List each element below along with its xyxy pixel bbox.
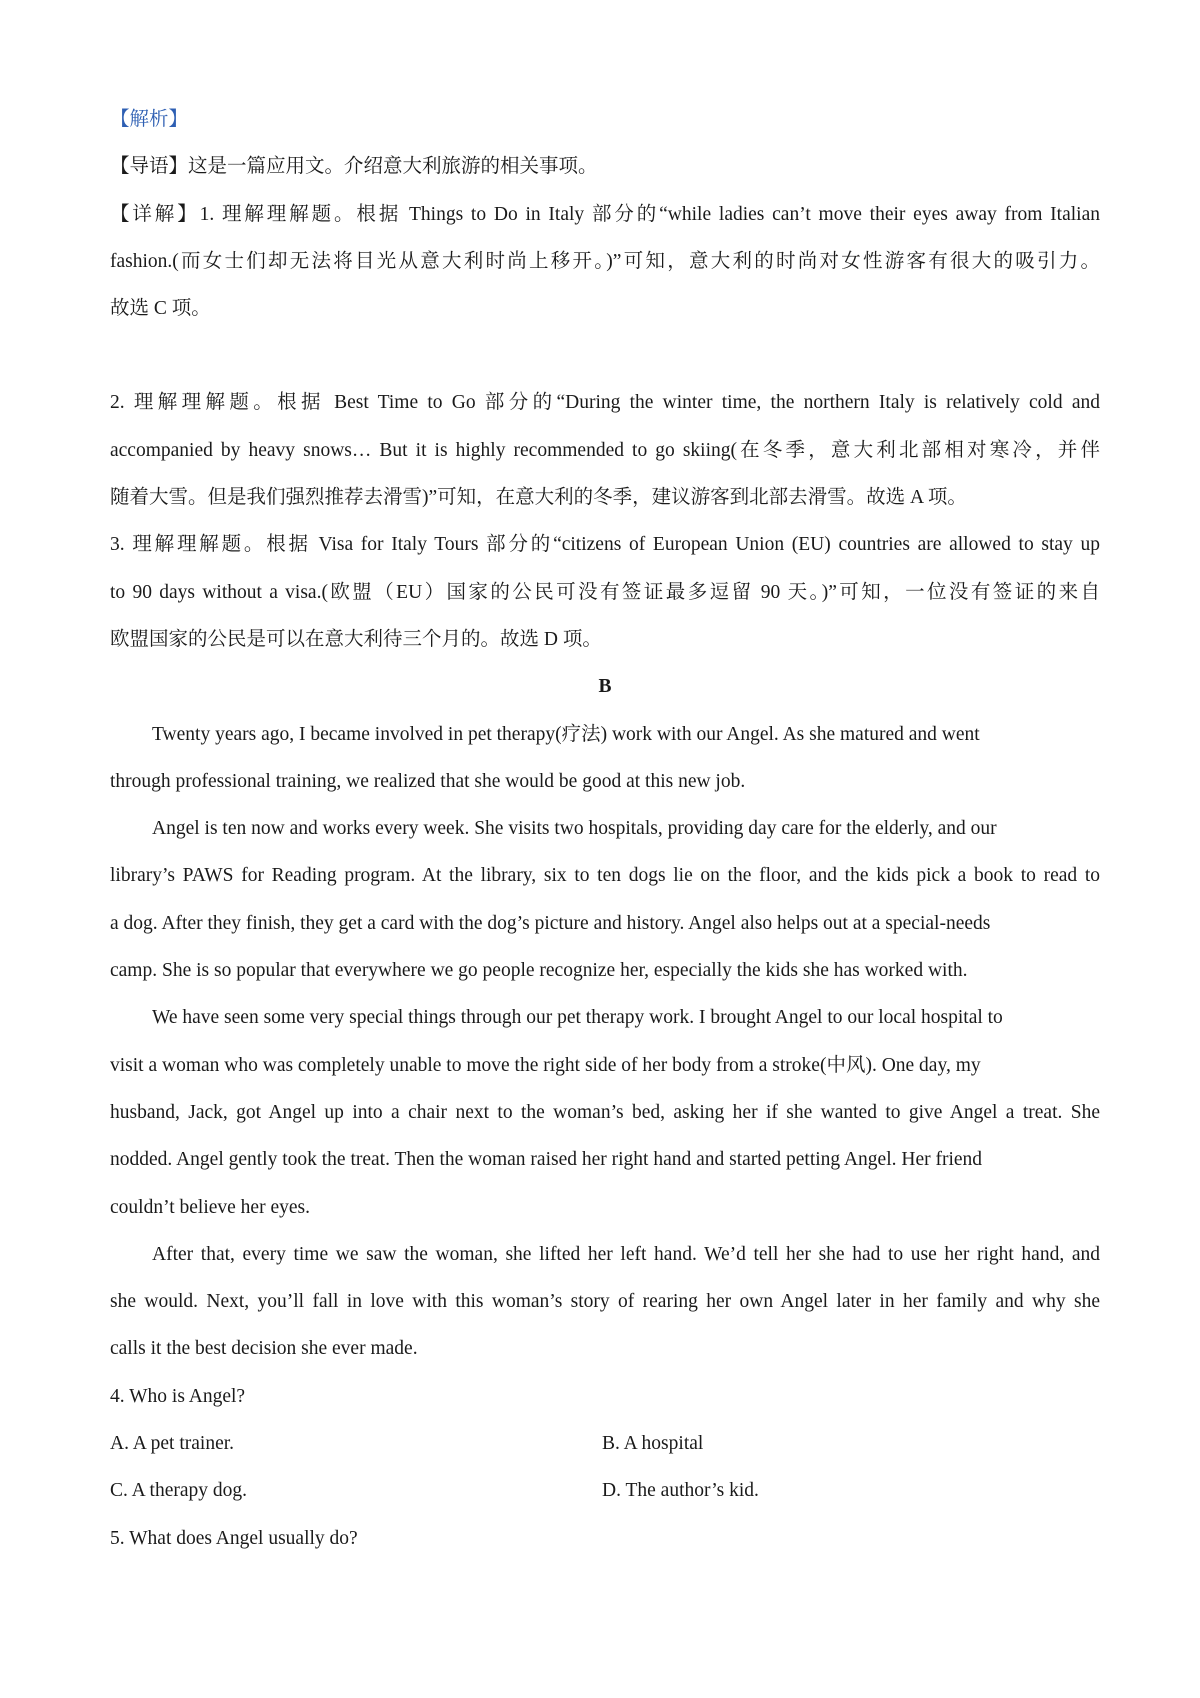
analysis-q1-line: fashion.(而女士们却无法将目光从意大利时尚上移开。)”可知，意大利的时尚对女性游客有很大的吸引力。 [110, 250, 1100, 272]
question-4-options-row [110, 1420, 1100, 1467]
analysis-q2-line: 随着大雪。但是我们强烈推荐去滑雪)”可知，在意大利的冬季，建议游客到北部去滑雪。故选 A 项。 [110, 487, 967, 509]
option-b: B. A hospital [602, 1433, 704, 1455]
passage-line: Angel is ten now and works every week. She visits two hospitals, providing day care for the elderly, and our [152, 818, 997, 840]
analysis-q3-line: 欧盟国家的公民是可以在意大利待三个月的。故选 D 项。 [110, 628, 602, 650]
analysis-intro: 【导语】这是一篇应用文。介绍意大利旅游的相关事项。 [110, 156, 598, 178]
passage-line: camp. She is so popular that everywhere we go people recognize her, especially the kids she has worked with. [110, 960, 968, 982]
analysis-q2-line: 2. 理解理解题。根据 Best Time to Go 部分的“During the winter time, the northern Italy is relatively cold and [110, 392, 1100, 414]
passage-line: We have seen some very special things through our pet therapy work. I brought Angel to our local hospital to [152, 1007, 1003, 1029]
passage-line: nodded. Angel gently took the treat. Then the woman raised her right hand and started petting Angel. Her friend [110, 1149, 983, 1171]
passage-line: library’s PAWS for Reading program. At the library, six to ten dogs lie on the floor, and the kids pick a book to read to [110, 865, 1100, 887]
question-5-stem: 5. What does Angel usually do? [110, 1527, 358, 1549]
analysis-q2-line: accompanied by heavy snows… But it is highly recommended to go skiing(在冬季，意大利北部相对寒冷，并伴 [110, 439, 1100, 461]
question-4-options-row [110, 1467, 1100, 1514]
passage-line: husband, Jack, got Angel up into a chair next to the woman’s bed, asking her if she wanted to give Angel a treat. She [110, 1101, 1100, 1123]
section-title: B [598, 676, 612, 698]
option-d: D. The author’s kid. [602, 1480, 759, 1502]
analysis-q1-line: 【详解】1. 理解理解题。根据 Things to Do in Italy 部分的“while ladies can’t move their eyes away from Italian [110, 203, 1100, 225]
passage-line: a dog. After they finish, they get a card with the dog’s picture and history. Angel also helps out at a special-needs [110, 912, 991, 934]
analysis-q3-line: 3. 理解理解题。根据 Visa for Italy Tours 部分的“citizens of European Union (EU) countries are allowed to stay up [110, 534, 1100, 556]
passage-line: visit a woman who was completely unable to move the right side of her body from a stroke(中风). One day, my [110, 1054, 981, 1076]
passage-line: couldn’t believe her eyes. [110, 1196, 310, 1218]
spacer [110, 332, 1100, 379]
option-c: C. A therapy dog. [110, 1480, 248, 1502]
passage-line: she would. Next, you’ll fall in love with this woman’s story of rearing her own Angel later in her family and why she [110, 1291, 1100, 1313]
analysis-q3-line: to 90 days without a visa.(欧盟（EU）国家的公民可没有签证最多逗留 90 天。)”可知，一位没有签证的来自 [110, 581, 1100, 603]
passage-line: calls it the best decision she ever made. [110, 1338, 418, 1360]
passage-line: Twenty years ago, I became involved in pet therapy(疗法) work with our Angel. As she matured and went [152, 723, 980, 745]
option-a: A. A pet trainer. [110, 1433, 235, 1455]
analysis-header: 【解析】 [110, 109, 189, 130]
question-4-stem: 4. Who is Angel? [110, 1385, 246, 1407]
passage-line: After that, every time we saw the woman, she lifted her left hand. We’d tell her she had to use her right hand, and [152, 1243, 1100, 1265]
passage-line: through professional training, we realized that she would be good at this new job. [110, 770, 746, 792]
analysis-q1-line: 故选 C 项。 [110, 298, 211, 320]
